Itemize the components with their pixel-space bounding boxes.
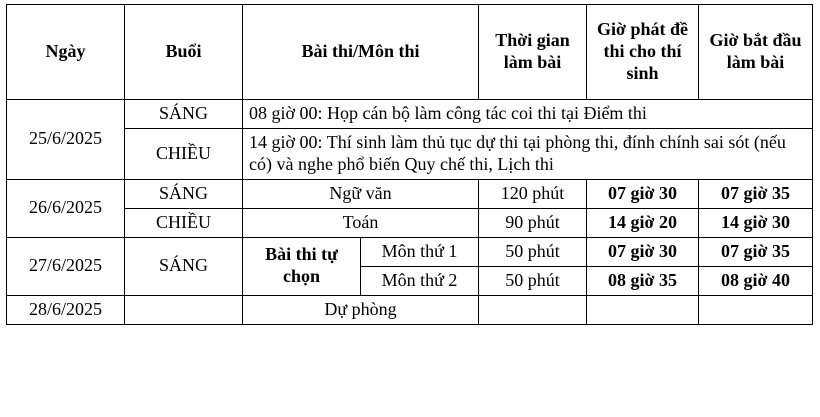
header-row: [7, 5, 813, 100]
table-body: [7, 100, 813, 325]
cell-subject: Môn thứ 2: [361, 266, 479, 295]
header-start-time: Giờ bắt đầu làm bài: [699, 5, 813, 100]
cell-subject: Môn thứ 1: [361, 237, 479, 266]
table-row: [7, 179, 813, 208]
cell-duration: 50 phút: [479, 237, 587, 266]
table-row: [7, 208, 813, 237]
header-duration: Thời gian làm bài: [479, 5, 587, 100]
cell-session: SÁNG: [125, 179, 243, 208]
cell-duration: 50 phút: [479, 266, 587, 295]
cell-duration: [479, 295, 587, 324]
cell-start-time: 14 giờ 30: [699, 208, 813, 237]
cell-date: 28/6/2025: [7, 295, 125, 324]
cell-session: CHIỀU: [125, 208, 243, 237]
cell-start-time: [699, 295, 813, 324]
table-row: [7, 128, 813, 179]
cell-date: 26/6/2025: [7, 179, 125, 237]
cell-note: 08 giờ 00: Họp cán bộ làm công tác coi thi tại Điểm thi: [243, 100, 813, 129]
header-date: Ngày: [7, 5, 125, 100]
cell-date: 25/6/2025: [7, 100, 125, 180]
cell-give-time: 08 giờ 35: [587, 266, 699, 295]
cell-give-time: 14 giờ 20: [587, 208, 699, 237]
cell-duration: 90 phút: [479, 208, 587, 237]
cell-start-time: 07 giờ 35: [699, 179, 813, 208]
header-subject: Bài thi/Môn thi: [243, 5, 479, 100]
cell-give-time: 07 giờ 30: [587, 237, 699, 266]
cell-subject: Toán: [243, 208, 479, 237]
cell-subject: Ngữ văn: [243, 179, 479, 208]
exam-schedule-table: [6, 4, 813, 325]
cell-note: 14 giờ 00: Thí sinh làm thủ tục dự thi tại phòng thi, đính chính sai sót (nếu có) và nghe phổ biến Quy chế thi, Lịch thi: [243, 128, 813, 179]
cell-duration: 120 phút: [479, 179, 587, 208]
table-row: [7, 237, 813, 266]
header-give-time: Giờ phát đề thi cho thí sinh: [587, 5, 699, 100]
cell-session: SÁNG: [125, 237, 243, 295]
header-session: Buổi: [125, 5, 243, 100]
cell-subject-group: Bài thi tự chọn: [243, 237, 361, 295]
table-header: [7, 5, 813, 100]
cell-start-time: 08 giờ 40: [699, 266, 813, 295]
table-row: [7, 100, 813, 129]
cell-give-time: [587, 295, 699, 324]
cell-session: CHIỀU: [125, 128, 243, 179]
cell-session: SÁNG: [125, 100, 243, 129]
cell-date: 27/6/2025: [7, 237, 125, 295]
cell-give-time: 07 giờ 30: [587, 179, 699, 208]
cell-start-time: 07 giờ 35: [699, 237, 813, 266]
cell-subject: Dự phòng: [243, 295, 479, 324]
cell-session: [125, 295, 243, 324]
table-row: [7, 295, 813, 324]
